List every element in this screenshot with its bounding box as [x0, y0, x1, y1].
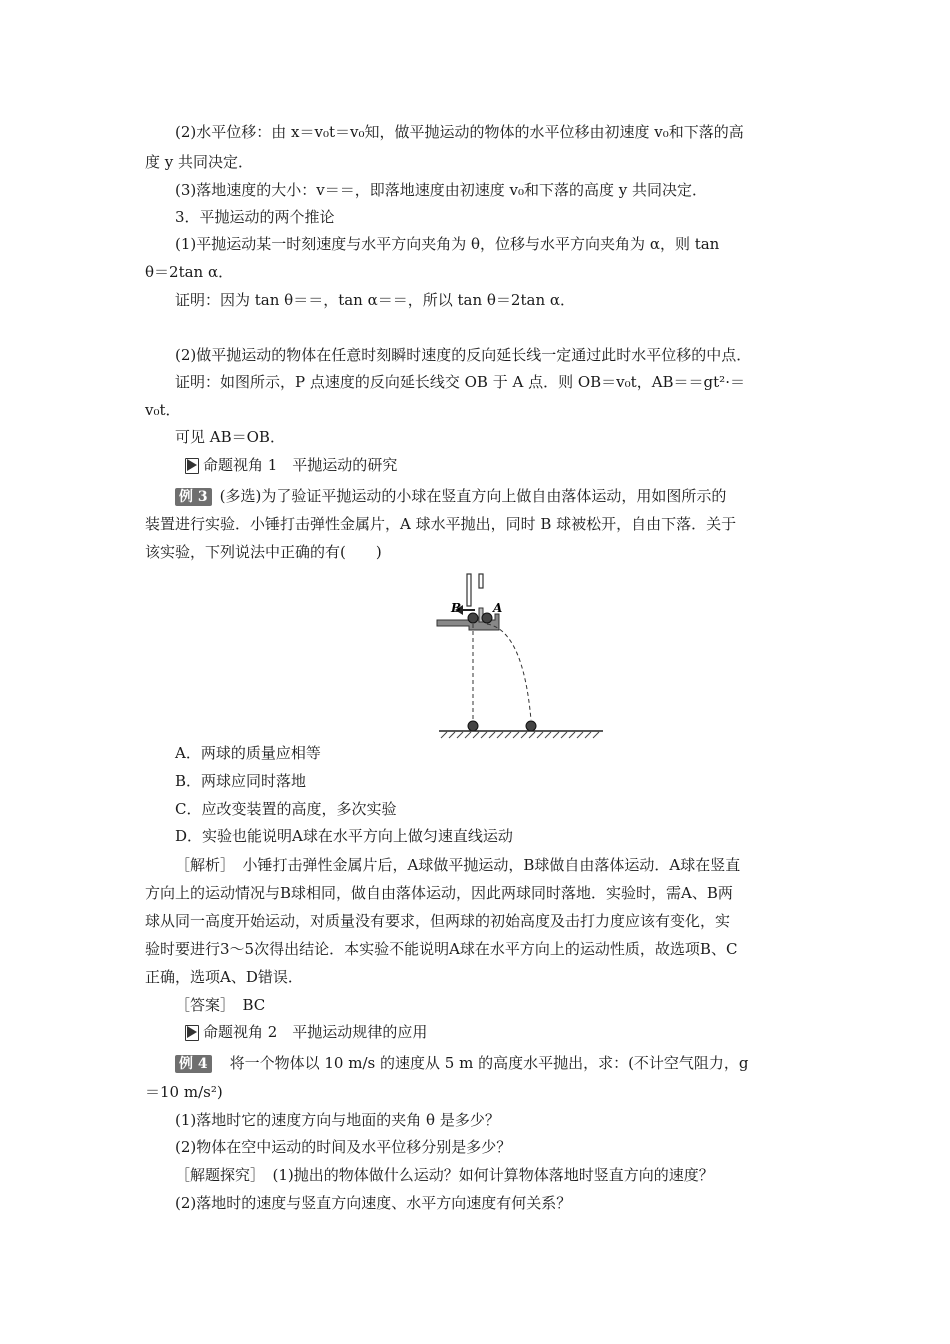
analysis-line: 验时要进行3～5次得出结论．本实验不能说明A球在水平方向上的运动性质，故选项B、C	[145, 940, 738, 958]
ground-hatch	[441, 732, 599, 738]
answer-line: ［答案］ BC	[175, 996, 266, 1014]
text-line: (2)做平抛运动的物体在任意时刻瞬时速度的反向延长线一定通过此时水平位移的中点．	[175, 346, 752, 364]
example-text: (多选)为了验证平抛运动的小球在竖直方向上做自由落体运动，用如图所示的	[219, 487, 727, 505]
experiment-figure	[435, 568, 605, 740]
play-icon	[187, 459, 197, 471]
example-tag: 例 4	[175, 1055, 212, 1073]
explore-line: ［解题探究］ (1)抛出的物体做什么运动？如何计算物体落地时竖直方向的速度？	[175, 1166, 714, 1184]
analysis-line: ［解析］ 小锤打击弹性金属片后，A球做平抛运动，B球做自由落体运动．A球在竖直	[175, 856, 741, 874]
example-3-intro	[175, 486, 726, 506]
parabolic-path	[487, 624, 531, 720]
option-b: B．两球应同时落地	[175, 772, 307, 790]
text-line: (2)水平位移：由 x＝v₀t＝v₀知，做平抛运动的物体的水平位移由初速度 v₀和下落的高	[175, 123, 744, 141]
text-line: (1)平抛运动某一时刻速度与水平方向夹角为 θ，位移与水平方向夹角为 α，则 tan	[175, 235, 720, 253]
section-label: 命题视角 2 平抛运动规律的应用	[203, 1023, 428, 1041]
text-line: v₀t．	[145, 401, 181, 419]
ball-a-landed	[526, 721, 536, 731]
ball-b-landed	[468, 721, 478, 731]
ball-b	[468, 613, 478, 623]
analysis-line: 正确，选项A、D错误．	[145, 968, 303, 986]
section-label: 命题视角 1 平抛运动的研究	[203, 456, 398, 474]
label-a: A	[493, 601, 503, 615]
example-4-intro	[175, 1053, 749, 1073]
ball-a	[482, 613, 492, 623]
section-heading-1	[175, 455, 397, 475]
hammer-guide	[479, 574, 483, 588]
analysis-line: 球从同一高度开始运动，对质量没有要求，但两球的初始高度及击打力度应该有变化，实	[145, 912, 731, 930]
analysis-line: 方向上的运动情况与B球相同，做自由落体运动，因此两球同时落地．实验时，需A、B两	[145, 884, 733, 902]
question-2: (2)物体在空中运动的时间及水平位移分别是多少？	[175, 1138, 512, 1156]
example-text: 将一个物体以 10 m/s 的速度从 5 m 的高度水平抛出，求：(不计空气阻力，g	[229, 1054, 749, 1072]
text-line: 该实验，下列说法中正确的有( )	[145, 543, 382, 561]
option-a: A．两球的质量应相等	[175, 744, 321, 762]
text-line: 度 y 共同决定．	[145, 153, 254, 171]
heading: 3．平抛运动的两个推论	[175, 208, 335, 226]
text-line: 证明：如图所示，P 点速度的反向延长线交 OB 于 A 点．则 OB＝v₀t，AB＝＝gt²·＝	[175, 373, 745, 391]
label-b: B	[451, 601, 462, 615]
option-d: D．实验也能说明A球在水平方向上做匀速直线运动	[175, 827, 513, 845]
text-line: θ＝2tan α．	[145, 263, 234, 281]
question-1: (1)落地时它的速度方向与地面的夹角 θ 是多少？	[175, 1111, 500, 1129]
text-line: 证明：因为 tan θ＝＝，tan α＝＝，所以 tan θ＝2tan α．	[175, 291, 575, 309]
text-line: ＝10 m/s²)	[145, 1083, 223, 1101]
section-heading-2	[175, 1022, 427, 1042]
text-line: (3)落地速度的大小：v＝＝，即落地速度由初速度 v₀和下落的高度 y 共同决定．	[175, 181, 707, 199]
explore-line: (2)落地时的速度与竖直方向速度、水平方向速度有何关系？	[175, 1194, 572, 1212]
hammer-rod	[467, 574, 471, 606]
play-icon	[187, 1026, 197, 1038]
example-tag: 例 3	[175, 488, 212, 506]
text-line: 装置进行实验．小锤打击弹性金属片，A 球水平抛出，同时 B 球被松开，自由下落．关于	[145, 515, 737, 533]
option-c: C．应改变装置的高度，多次实验	[175, 800, 397, 818]
text-line: 可见 AB＝OB．	[175, 428, 285, 446]
